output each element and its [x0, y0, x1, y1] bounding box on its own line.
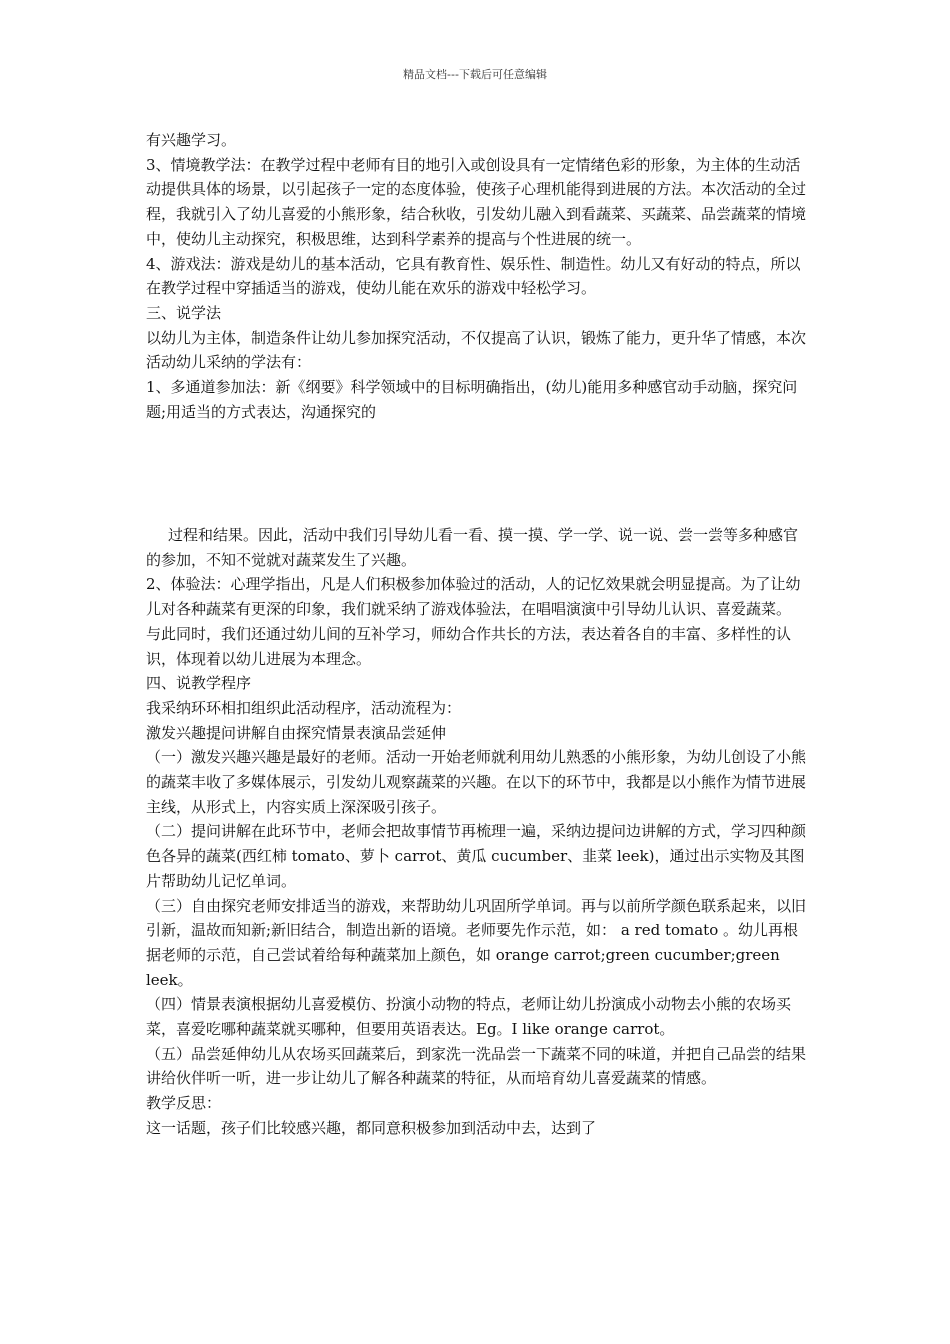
section-heading: 三、说学法 [146, 303, 222, 322]
text-block-1 [146, 128, 808, 424]
text-block-2 [146, 523, 808, 1141]
paragraph: （五）品尝延伸幼儿从农场买回蔬菜后，到家洗一洗品尝一下蔬菜不同的味道，并把自己品尝的结果讲给伙伴听一听，进一步让幼儿了解各种蔬菜的特征，从而培育幼儿喜爱蔬菜的情感。 [146, 1044, 807, 1088]
paragraph: 以幼儿为主体，制造条件让幼儿参加探究活动，不仅提高了认识，锻炼了能力，更升华了情感，本次活动幼儿采纳的学法有： [146, 328, 807, 372]
paragraph: 4、游戏法：游戏是幼儿的基本活动，它具有教育性、娱乐性、制造性。幼儿又有好动的特点，所以在教学过程中穿插适当的游戏，使幼儿能在欢乐的游戏中轻松学习。 [146, 254, 801, 298]
paragraph: 2、体验法：心理学指出，凡是人们积极参加体验过的活动，人的记忆效果就会明显提高。为了让幼儿对各种蔬菜有更深的印象，我们就采纳了游戏体验法，在唱唱演演中引导幼儿认识、喜爱蔬菜。 [146, 575, 801, 619]
section-heading: 四、说教学程序 [146, 674, 252, 693]
paragraph: 与此同时，我们还通过幼儿间的互补学习，师幼合作共长的方法，表达着各自的丰富、多样性的认识，体现着以幼儿进展为本理念。 [146, 624, 792, 668]
paragraph: 这一话题，孩子们比较感兴趣，都同意积极参加到活动中去，达到了 [146, 1118, 597, 1137]
paragraph: （一）激发兴趣兴趣是最好的老师。活动一开始老师就利用幼儿熟悉的小熊形象，为幼儿创设了小熊的蔬菜丰收了多媒体展示，引发幼儿观察蔬菜的兴趣。在以下的环节中，我都是以小熊作为情节进展主线，从形式上，内容实质上深深吸引孩子。 [146, 748, 807, 816]
paragraph: （三）自由探究老师安排适当的游戏，来帮助幼儿巩固所学单词。再与以前所学颜色联系起来，以旧引新，温故而知新;新旧结合，制造出新的语境。老师要先作示范，如： a red tomato 。幼儿再根据老师的示范，自己尝试着给每种蔬菜加上颜色，如 orange carrot;green cucumber;green leek。 [146, 896, 807, 989]
paragraph: 激发兴趣提问讲解自由探究情景表演品尝延伸 [146, 723, 447, 742]
paragraph: 有兴趣学习。 [146, 131, 237, 149]
paragraph: （四）情景表演根据幼儿喜爱模仿、扮演小动物的特点，老师让幼儿扮演成小动物去小熊的农场买菜，喜爱吃哪种蔬菜就买哪种，但要用英语表达。Eg。I like orange carrot。 [146, 995, 792, 1039]
page-header: 精品文档---下载后可任意编辑 [403, 68, 547, 81]
paragraph: 我采纳环环相扣组织此活动程序，活动流程为： [146, 698, 462, 717]
section-heading: 教学反思： [146, 1094, 222, 1113]
paragraph: 3、情境教学法：在教学过程中老师有目的地引入或创设具有一定情绪色彩的形象，为主体的生动活动提供具体的场景，以引起孩子一定的态度体验，使孩子心理机能得到进展的方法。本次活动的全过程，我就引入了幼儿喜爱的小熊形象，结合秋收，引发幼儿融入到看蔬菜、买蔬菜、品尝蔬菜的情境中，使幼儿主动探究，积极思维，达到科学素养的提高与个性进展的统一。 [146, 155, 807, 248]
paragraph: 过程和结果。因此，活动中我们引导幼儿看一看、摸一摸、学一学、说一说、尝一尝等多种感官的参加，不知不觉就对蔬菜发生了兴趣。 [146, 526, 799, 569]
paragraph: 1、多通道参加法：新《纲要》科学领域中的目标明确指出，(幼儿)能用多种感官动手动脑，探究问题;用适当的方式表达，沟通探究的 [146, 378, 798, 421]
paragraph: （二）提问讲解在此环节中，老师会把故事情节再梳理一遍，采纳边提问边讲解的方式，学习四种颜色各异的蔬菜(西红柿 tomato、萝卜 carrot、黄瓜 cucumber、韭菜 leek)，通过出示实物及其图片帮助幼儿记忆单词。 [146, 822, 807, 890]
